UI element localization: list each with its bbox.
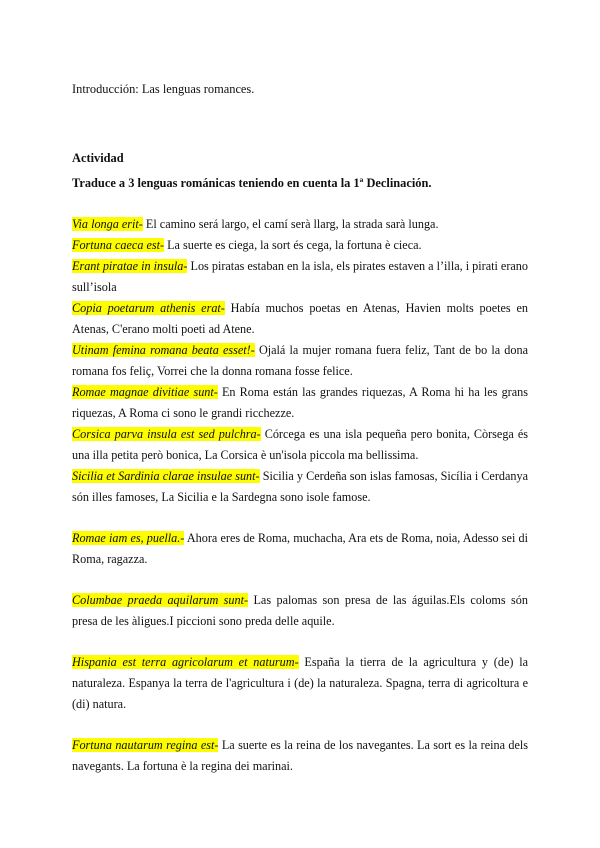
latin-phrase: Romae magnae divitiae sunt- bbox=[72, 385, 218, 399]
latin-phrase: Hispania est terra agricolarum et naturum- bbox=[72, 655, 299, 669]
translation-text: La suerte es ciega, la sort és cega, la fortuna è cieca. bbox=[164, 238, 422, 252]
latin-phrase: Utinam femina romana beata esset!- bbox=[72, 343, 255, 357]
latin-phrase: Copia poetarum athenis erat- bbox=[72, 301, 225, 315]
latin-phrase: Via longa erit- bbox=[72, 217, 143, 231]
latin-phrase: Columbae praeda aquilarum sunt- bbox=[72, 593, 249, 607]
entry-item bbox=[72, 590, 528, 632]
task-instruction: Traduce a 3 lenguas románicas teniendo en cuenta la 1ª Declinación. bbox=[72, 176, 432, 190]
activity-heading: Actividad bbox=[72, 151, 124, 165]
translation-text: España la tierra de la agricultura y (de) la naturaleza. Espanya la terra de l'agricultura i (de) la naturaleza. Spagna, terra di agricoltura e (di) natura. bbox=[72, 655, 529, 711]
entry-item bbox=[72, 382, 528, 424]
translation-text: El camino será largo, el camí serà llarg, la strada sarà lunga. bbox=[142, 217, 439, 231]
translation-text: En Roma están las grandes riquezas, A Roma hi ha les grans riquezas, A Roma ci sono le grandi ricchezze. bbox=[72, 385, 528, 420]
entry-item bbox=[72, 424, 528, 466]
translation-text: Los piratas estaban en la isla, els pirates estaven a l’illa, i pirati erano sull’isola bbox=[72, 259, 528, 294]
translation-text: La suerte es la reina de los navegantes. La sort es la reina dels navegants. La fortuna è la regina dei marinai. bbox=[72, 738, 529, 773]
translation-text: Ojalá la mujer romana fuera feliz, Tant de bo la dona romana fos feliç, Vorrei che la donna romana fosse felice. bbox=[72, 343, 528, 378]
translation-text: Ahora eres de Roma, muchacha, Ara ets de Roma, noia, Adesso sei di Roma, ragazza. bbox=[72, 531, 528, 566]
translation-text: Las palomas son presa de las águilas.Els coloms són presa de les àligues.I piccioni sono preda delle aquile. bbox=[72, 593, 528, 628]
latin-phrase: Erant piratae in insula- bbox=[72, 259, 188, 273]
entry-item bbox=[72, 735, 528, 777]
entry-item bbox=[72, 298, 528, 340]
entry-item bbox=[72, 235, 528, 256]
latin-phrase: Sicilia et Sardinia clarae insulae sunt- bbox=[72, 469, 260, 483]
translation-text: Había muchos poetas en Atenas, Havien molts poetes en Atenas, C'erano molti poeti ad Atene. bbox=[72, 301, 528, 336]
entry-item bbox=[72, 652, 528, 715]
intro-line: Introducción: Las lenguas romances. bbox=[72, 82, 255, 96]
translation-list bbox=[72, 214, 528, 777]
entry-item bbox=[72, 256, 528, 298]
latin-phrase: Romae iam es, puella.- bbox=[72, 531, 185, 545]
entry-item bbox=[72, 340, 528, 382]
translation-text: Sicilia y Cerdeña son islas famosas, Sicília i Cerdanya són illes famoses, La Sicilia e la Sardegna sono isole famose. bbox=[72, 469, 528, 504]
entry-item bbox=[72, 214, 528, 235]
latin-phrase: Fortuna caeca est- bbox=[72, 238, 165, 252]
latin-phrase: Corsica parva insula est sed pulchra- bbox=[72, 427, 261, 441]
translation-text: Córcega es una isla pequeña pero bonita, Còrsega és una illa petita però bonica, La Corsica è un'isola piccola ma bellissima. bbox=[72, 427, 528, 462]
entry-item bbox=[72, 528, 528, 570]
latin-phrase: Fortuna nautarum regina est- bbox=[72, 738, 219, 752]
entry-item bbox=[72, 466, 528, 508]
